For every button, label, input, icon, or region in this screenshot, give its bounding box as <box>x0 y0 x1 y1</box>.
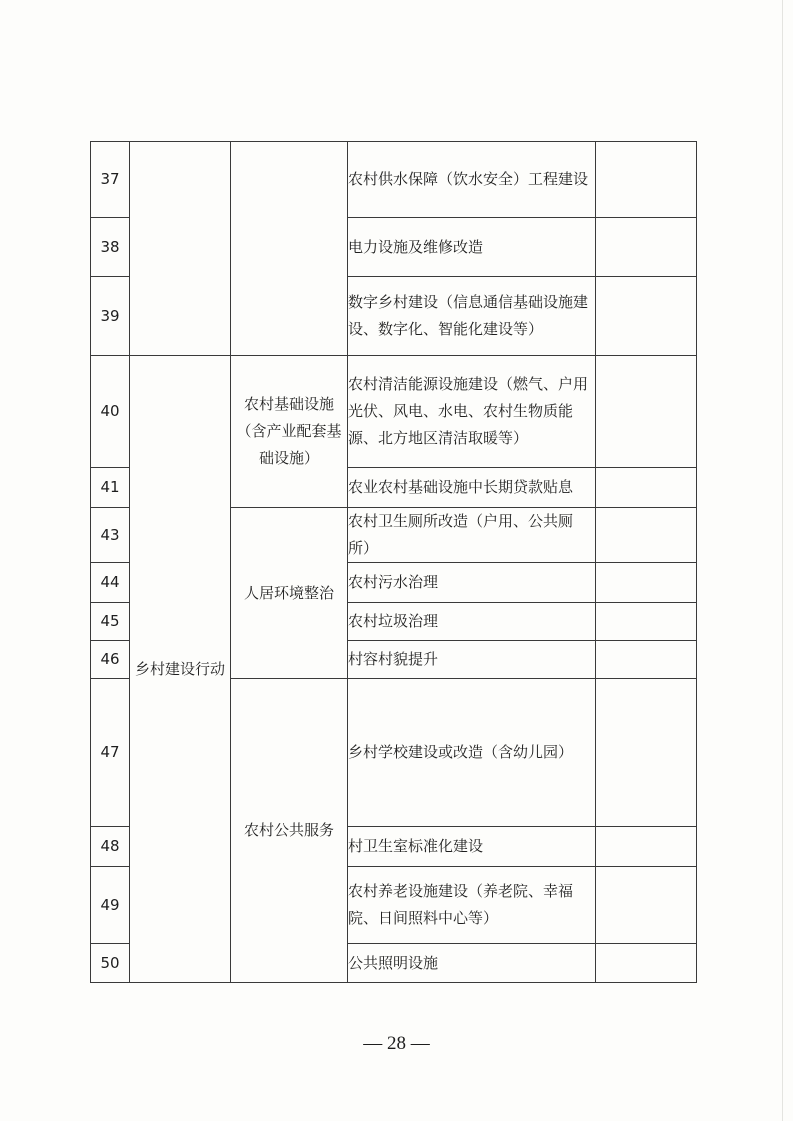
category-rural-construction: 乡村建设行动 <box>130 356 231 983</box>
row-number: 39 <box>91 277 130 356</box>
table-row <box>91 356 697 468</box>
blank-cell <box>596 218 697 277</box>
blank-cell <box>596 827 697 867</box>
row-number: 48 <box>91 827 130 867</box>
blank-cell <box>596 468 697 508</box>
row-number: 37 <box>91 142 130 218</box>
blank-cell <box>596 603 697 641</box>
blank-cell <box>596 508 697 563</box>
blank-cell <box>596 142 697 218</box>
item-cell: 电力设施及维修改造 <box>348 218 596 277</box>
item-cell: 公共照明设施 <box>348 944 596 983</box>
row-number: 41 <box>91 468 130 508</box>
blank-cell <box>596 641 697 679</box>
blank-cell <box>596 679 697 827</box>
item-cell: 农村垃圾治理 <box>348 603 596 641</box>
scan-edge-shadow <box>782 0 783 1121</box>
item-cell: 农村卫生厕所改造（户用、公共厕所） <box>348 508 596 563</box>
item-cell: 农村供水保障（饮水安全）工程建设 <box>348 142 596 218</box>
table-row <box>91 142 697 218</box>
blank-cell <box>596 563 697 603</box>
row-number: 43 <box>91 508 130 563</box>
category-cell-upper <box>130 142 231 356</box>
subcategory-public-service: 农村公共服务 <box>231 679 348 983</box>
blank-cell <box>596 277 697 356</box>
project-table-grid <box>90 141 697 983</box>
row-number: 40 <box>91 356 130 468</box>
subcategory-cell-upper <box>231 142 348 356</box>
item-cell: 村容村貌提升 <box>348 641 596 679</box>
page-number: — 28 — <box>363 1033 430 1054</box>
row-number: 50 <box>91 944 130 983</box>
item-cell: 农村清洁能源设施建设（燃气、户用光伏、风电、水电、农村生物质能源、北方地区清洁取暖等） <box>348 356 596 468</box>
row-number: 44 <box>91 563 130 603</box>
item-cell: 乡村学校建设或改造（含幼儿园） <box>348 679 596 827</box>
row-number: 45 <box>91 603 130 641</box>
row-number: 47 <box>91 679 130 827</box>
item-cell: 农村养老设施建设（养老院、幸福院、日间照料中心等） <box>348 867 596 944</box>
item-cell: 农业农村基础设施中长期贷款贴息 <box>348 468 596 508</box>
blank-cell <box>596 356 697 468</box>
project-table <box>90 141 696 983</box>
subcategory-rural-infrastructure: 农村基础设施（含产业配套基础设施） <box>231 356 348 508</box>
item-cell: 村卫生室标准化建设 <box>348 827 596 867</box>
row-number: 38 <box>91 218 130 277</box>
item-cell: 数字乡村建设（信息通信基础设施建设、数字化、智能化建设等） <box>348 277 596 356</box>
blank-cell <box>596 944 697 983</box>
item-cell: 农村污水治理 <box>348 563 596 603</box>
blank-cell <box>596 867 697 944</box>
row-number: 49 <box>91 867 130 944</box>
subcategory-living-environment: 人居环境整治 <box>231 508 348 679</box>
row-number: 46 <box>91 641 130 679</box>
